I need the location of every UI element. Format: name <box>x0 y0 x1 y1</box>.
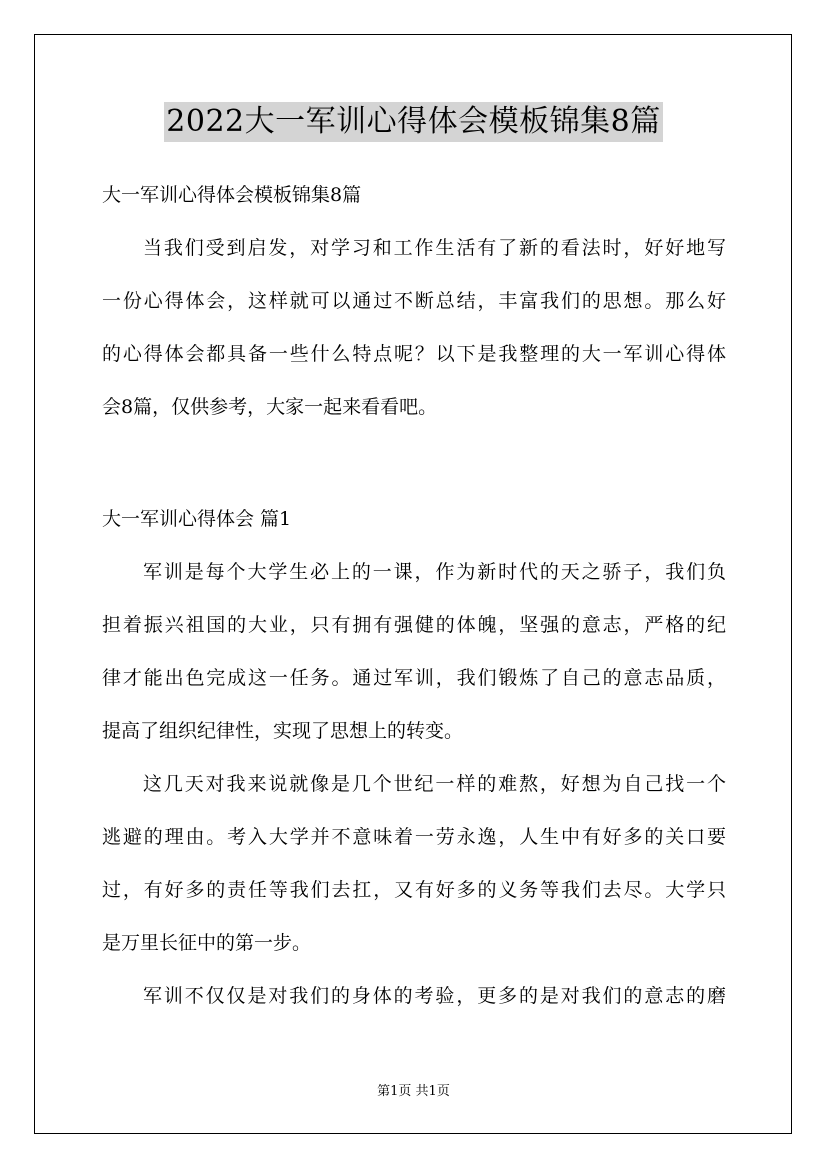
intro-line: 会8篇，仅供参考，大家一起来看看吧。 <box>102 396 438 418</box>
paragraph-line: 军训是每个大学生必上的一课，作为新时代的天之骄子，我们负 <box>143 561 726 583</box>
paragraph-line: 过，有好多的责任等我们去扛，又有好多的义务等我们去尽。大学只 <box>102 879 726 901</box>
paragraph-line: 是万里长征中的第一步。 <box>102 932 312 954</box>
paragraph-line: 担着振兴祖国的大业，只有拥有强健的体魄，坚强的意志，严格的纪 <box>102 614 726 636</box>
paragraph-line: 律才能出色完成这一任务。通过军训，我们锻炼了自己的意志品质， <box>102 667 726 689</box>
document-title: 2022大一军训心得体会模板锦集8篇 <box>164 102 662 142</box>
intro-line: 当我们受到启发，对学习和工作生活有了新的看法时，好好地写 <box>143 237 726 259</box>
intro-line: 的心得体会都具备一些什么特点呢？以下是我整理的大一军训心得体 <box>102 343 726 365</box>
paragraph-line: 逃避的理由。考入大学并不意味着一劳永逸，人生中有好多的关口要 <box>102 826 726 848</box>
section-heading: 大一军训心得体会 篇1 <box>102 508 292 530</box>
paragraph-line: 提高了组织纪律性，实现了思想上的转变。 <box>102 720 464 742</box>
title-wrap <box>0 102 827 142</box>
page-footer: 第1页 共1页 <box>377 1084 450 1099</box>
document-subtitle: 大一军训心得体会模板锦集8篇 <box>102 184 362 206</box>
paragraph-line: 军训不仅仅是对我们的身体的考验，更多的是对我们的意志的磨 <box>143 985 726 1007</box>
paragraph-line: 这几天对我来说就像是几个世纪一样的难熬，好想为自己找一个 <box>143 773 726 795</box>
intro-line: 一份心得体会，这样就可以通过不断总结，丰富我们的思想。那么好 <box>102 290 726 312</box>
